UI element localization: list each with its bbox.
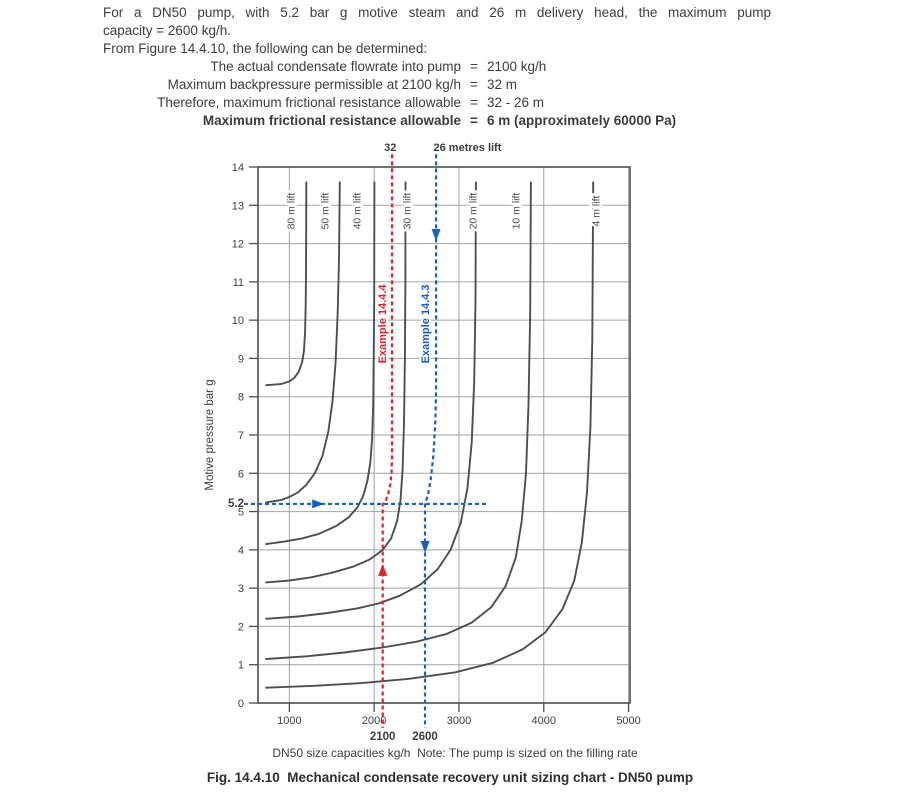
equals-sign: = xyxy=(470,113,478,128)
lift-curve-label: 20 m lift xyxy=(467,192,480,230)
equation-label: Maximum frictional resistance allowable xyxy=(202,113,461,128)
equation-value: 32 m xyxy=(487,77,518,92)
y-tick-label: 11 xyxy=(232,276,244,289)
down-arrow-icon xyxy=(432,229,441,241)
example-14-4-4-top-label: 32 xyxy=(384,142,397,154)
x-tick-label: 2000 xyxy=(361,715,387,727)
equation-label: Maximum backpressure permissible at 2100 kg/h xyxy=(167,77,461,92)
lift-curve-label: 50 m lift xyxy=(319,192,332,230)
equation-value: 6 m (approximately 60000 Pa) xyxy=(487,113,677,128)
right-arrow-icon xyxy=(312,499,324,508)
lift-curve xyxy=(266,182,476,619)
example-14-4-3-line xyxy=(425,154,436,728)
equals-sign: = xyxy=(470,95,478,110)
equals-sign: = xyxy=(470,77,478,92)
lift-curve xyxy=(266,182,374,544)
example-14-4-4-label: Example 14.4.4 xyxy=(377,284,390,364)
y-tick-label: 14 xyxy=(231,162,244,174)
x-tick-label: 3000 xyxy=(446,715,472,727)
equation-label: Therefore, maximum frictional resistance allowable xyxy=(157,95,461,110)
lift-curve-label: 10 m lift xyxy=(510,192,523,230)
x-highlight-label: 2100 xyxy=(369,731,396,743)
determination-intro: From Figure 14.4.10, the following can be determined: xyxy=(103,41,428,56)
y-tick-label: 4 xyxy=(237,544,244,557)
y-tick-label: 6 xyxy=(237,468,244,481)
x-tick-label: 1000 xyxy=(277,715,302,727)
y-axis-title: Motive pressure bar g xyxy=(204,379,216,491)
y-tick-label: 3 xyxy=(237,583,244,596)
x-highlight-label: 2600 xyxy=(412,731,438,743)
y-tick-label: 12 xyxy=(231,238,244,251)
lift-curve-label: 80 m lift xyxy=(285,192,298,230)
y-tick-label: 0 xyxy=(237,698,244,710)
equals-sign: = xyxy=(470,59,478,74)
example-14-4-3-label: Example 14.4.3 xyxy=(420,284,433,364)
down-arrow-icon xyxy=(421,541,430,553)
y-tick-label: 5 xyxy=(237,506,244,519)
equation-label: The actual condensate flowrate into pump xyxy=(210,59,461,74)
y-tick-label: 8 xyxy=(237,391,244,404)
intro-paragraph-line2: capacity = 2600 kg/h. xyxy=(103,23,231,38)
y-tick-label: 10 xyxy=(231,315,244,328)
lift-curve-label: 30 m lift xyxy=(401,192,414,230)
lift-curve-label: 4 m lift xyxy=(590,195,603,227)
y-highlight-label: 5.2 xyxy=(228,497,244,510)
figure-caption: Fig. 14.4.10 Mechanical condensate recovery unit sizing chart - DN50 pump xyxy=(206,770,694,785)
intro-paragraph-line1: For a DN50 pump, with 5.2 bar g motive steam and 26 m delivery head, the maximum pump xyxy=(103,5,771,20)
example-14-4-3-top-label: 26 metres lift xyxy=(433,142,502,154)
x-tick-label: 5000 xyxy=(616,715,641,727)
lift-curve-label: 40 m lift xyxy=(351,192,364,230)
equation-value: 2100 kg/h xyxy=(487,59,547,74)
y-tick-label: 1 xyxy=(237,659,244,672)
y-tick-label: 9 xyxy=(237,353,244,366)
y-tick-label: 7 xyxy=(237,430,244,442)
example-14-4-4-line xyxy=(383,154,392,728)
up-arrow-icon xyxy=(378,564,387,576)
x-tick-label: 4000 xyxy=(531,715,557,727)
y-tick-label: 13 xyxy=(231,200,244,213)
equation-value: 32 - 26 m xyxy=(487,95,545,110)
y-tick-label: 2 xyxy=(237,621,244,634)
x-axis-caption: DN50 size capacities kg/h Note: The pump is sized on the filling rate xyxy=(272,746,638,760)
